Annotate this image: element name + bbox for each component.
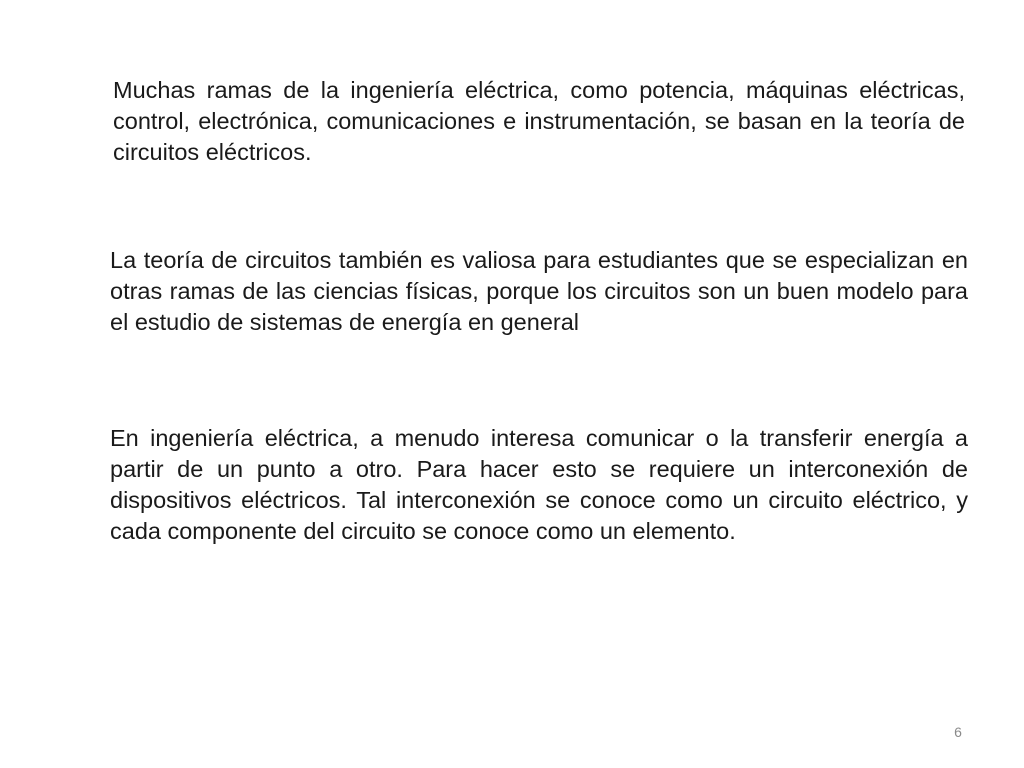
paragraph-circuit-theory-branches: Muchas ramas de la ingeniería eléctrica, como potencia, máquinas eléctricas, control, electrónica, comunicaciones e instrumentación, se basan en la teoría de circuitos eléctricos.: [113, 77, 965, 165]
paragraph-circuit-theory-value: La teoría de circuitos también es valiosa para estudiantes que se especializan en otras ramas de las ciencias físicas, porque los circuitos son un buen modelo para el estudio de sistemas de energía en general: [110, 247, 968, 335]
page-number: 6: [954, 724, 962, 740]
paragraph-electric-circuit-definition: En ingeniería eléctrica, a menudo interesa comunicar o la transferir energía a partir de un punto a otro. Para hacer esto se requiere un interconexión de dispositivos eléctricos. Tal interconexión se conoce como un circuito eléctrico, y cada componente del circuito se conoce como un elemento.: [110, 425, 968, 544]
